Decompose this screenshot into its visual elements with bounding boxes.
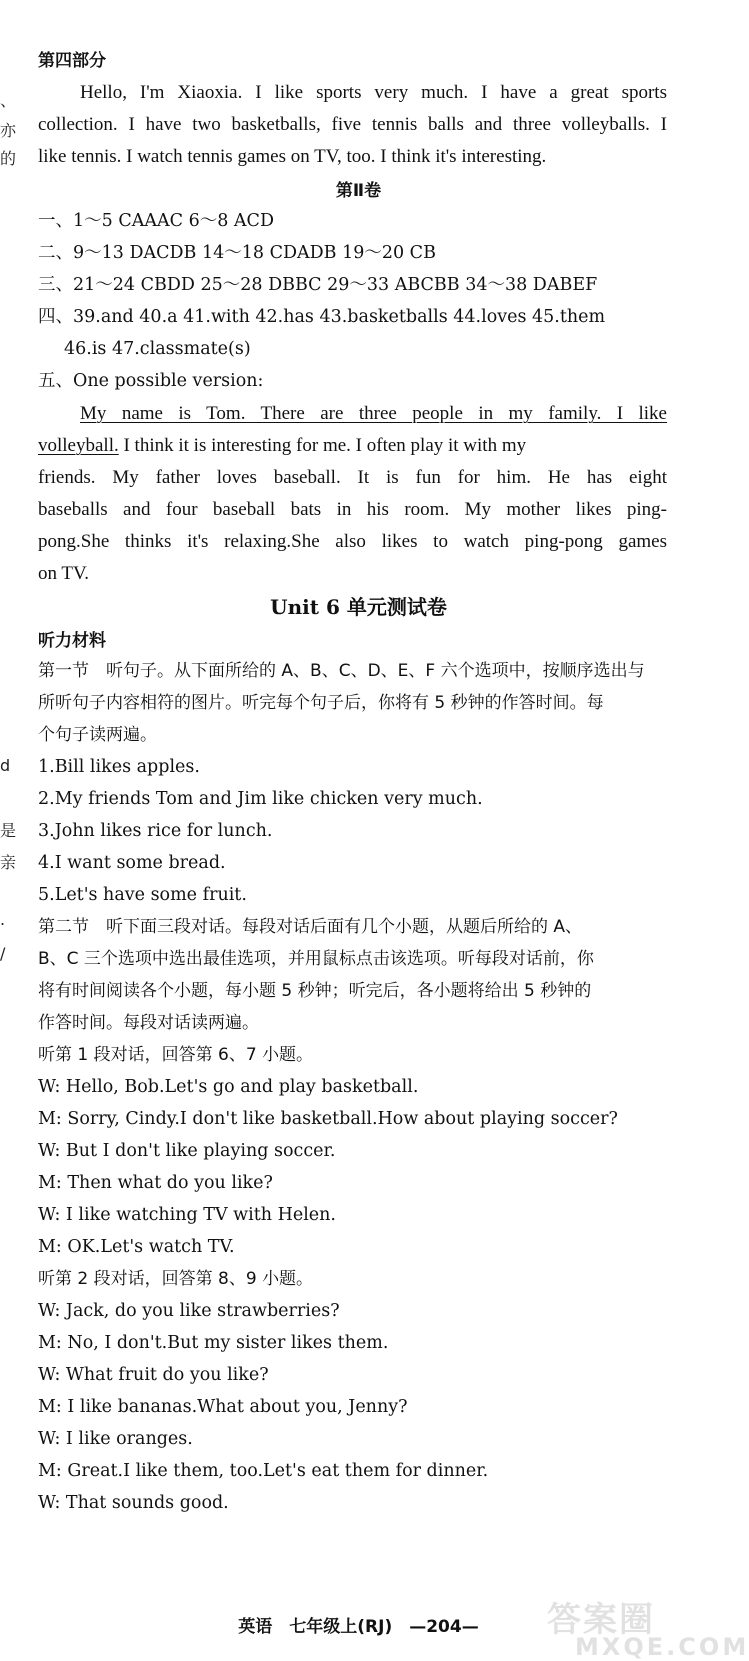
sentence-item: 3.John likes rice for lunch. [38, 821, 273, 841]
dialogue-line: M: No, I don't.But my sister likes them. [38, 1333, 389, 1353]
watermark-url: MXQE.COM [575, 1633, 749, 1661]
watermark-logo [547, 1592, 749, 1661]
edge-mark: 亦 [0, 121, 17, 140]
dialogue-line: M: Then what do you like? [38, 1173, 273, 1193]
answer-line: 四、39.and 40.a 41.with 42.has 43.basketballs 44.loves 45.them [38, 307, 606, 327]
vol2-heading: 第Ⅱ卷 [335, 181, 382, 201]
sentence-item: 2.My friends Tom and Jim like chicken very much. [38, 789, 483, 809]
edge-mark: 亲 [0, 853, 17, 872]
edge-mark: / [0, 944, 6, 963]
dialogue-line: W: I like oranges. [38, 1429, 193, 1449]
dialogue-line: W: Hello, Bob.Let's go and play basketball. [38, 1077, 419, 1097]
essay-line: My name is Tom. There are three people in my family. I like [80, 403, 667, 424]
sentence-item: 1.Bill likes apples. [38, 757, 200, 777]
sentence-item: 4.I want some bread. [38, 853, 226, 873]
essay-label: 五、One possible version: [38, 371, 264, 391]
dialogue-line: M: Sorry, Cindy.I don't like basketball.How about playing soccer? [38, 1109, 618, 1129]
answer-line: 二、9～13 DACDB 14～18 CDADB 19～20 CB [38, 243, 436, 263]
sentence-item: 5.Let's have some fruit. [38, 885, 247, 905]
section2-line: 将有时间阅读各个小题，每小题 5 秒钟；听完后，各小题将给出 5 秒钟的 [38, 981, 592, 1001]
dialogue1-intro: 听第 1 段对话，回答第 6、7 小题。 [38, 1045, 314, 1065]
dialogue-line: M: I like bananas.What about you, Jenny? [38, 1397, 408, 1417]
edge-mark: . [0, 910, 6, 929]
essay-line: I think it is interesting for me. I often play it with my [118, 435, 527, 456]
watermark-text: 答案圈 [547, 1600, 655, 1640]
dialogue2-intro: 听第 2 段对话，回答第 8、9 小题。 [38, 1269, 314, 1289]
essay-underlined-word: volleyball. [38, 435, 119, 456]
essay-line: pong.She thinks it's relaxing.She also likes to watch ping-pong games [38, 531, 667, 552]
page-footer: 英语 七年级上(RJ) —204— [238, 1617, 479, 1637]
section1-line: 所听句子内容相符的图片。听完每个句子后，你将有 5 秒钟的作答时间。每 [38, 693, 604, 713]
dialogue-line: M: Great.I like them, too.Let's eat them for dinner. [38, 1461, 489, 1481]
essay-line: on TV. [38, 563, 90, 584]
dialogue-line: W: But I don't like playing soccer. [38, 1141, 336, 1161]
edge-mark: 的 [0, 149, 17, 168]
dialogue-line: W: I like watching TV with Helen. [38, 1205, 336, 1225]
dialogue-line: W: What fruit do you like? [38, 1365, 269, 1385]
edge-mark: 、 [0, 91, 17, 110]
part4-heading: 第四部分 [38, 51, 106, 71]
dialogue-line: W: Jack, do you like strawberries? [38, 1301, 340, 1321]
part4-line: like tennis. I watch tennis games on TV, too. I think it's interesting. [38, 146, 547, 167]
section1-line: 第一节 听句子。从下面所给的 A、B、C、D、E、F 六个选项中，按顺序选出与 [38, 661, 645, 681]
section2-line: 作答时间。每段对话读两遍。 [38, 1013, 259, 1033]
answer-line: 一、1～5 CAAAC 6～8 ACD [38, 211, 274, 231]
edge-mark: 是 [0, 821, 17, 840]
dialogue-line: M: OK.Let's watch TV. [38, 1237, 235, 1257]
section2-line: 第二节 听下面三段对话。每段对话后面有几个小题，从题后所给的 A、 [38, 917, 583, 937]
answer-line: 三、21～24 CBDD 25～28 DBBC 29～33 ABCBB 34～38 DABEF [38, 275, 598, 295]
essay-line: baseballs and four baseball bats in his room. My mother likes ping- [38, 499, 667, 520]
part4-line: Hello, I'm Xiaoxia. I like sports very much. I have a great sports [80, 82, 667, 103]
unit6-title: Unit 6 单元测试卷 [270, 595, 447, 619]
part4-line: collection. I have two basketballs, five tennis balls and three volleyballs. I [38, 114, 667, 135]
listening-heading: 听力材料 [38, 631, 106, 651]
section1-line: 个句子读两遍。 [38, 725, 157, 745]
dialogue-line: W: That sounds good. [38, 1493, 229, 1513]
section2-line: B、C 三个选项中选出最佳选项，并用鼠标点击该选项。听每段对话前，你 [38, 949, 594, 969]
essay-line: friends. My father loves baseball. It is fun for him. He has eight [38, 467, 667, 488]
edge-mark: d [0, 756, 11, 775]
answer-line: 46.is 47.classmate(s) [64, 339, 251, 359]
